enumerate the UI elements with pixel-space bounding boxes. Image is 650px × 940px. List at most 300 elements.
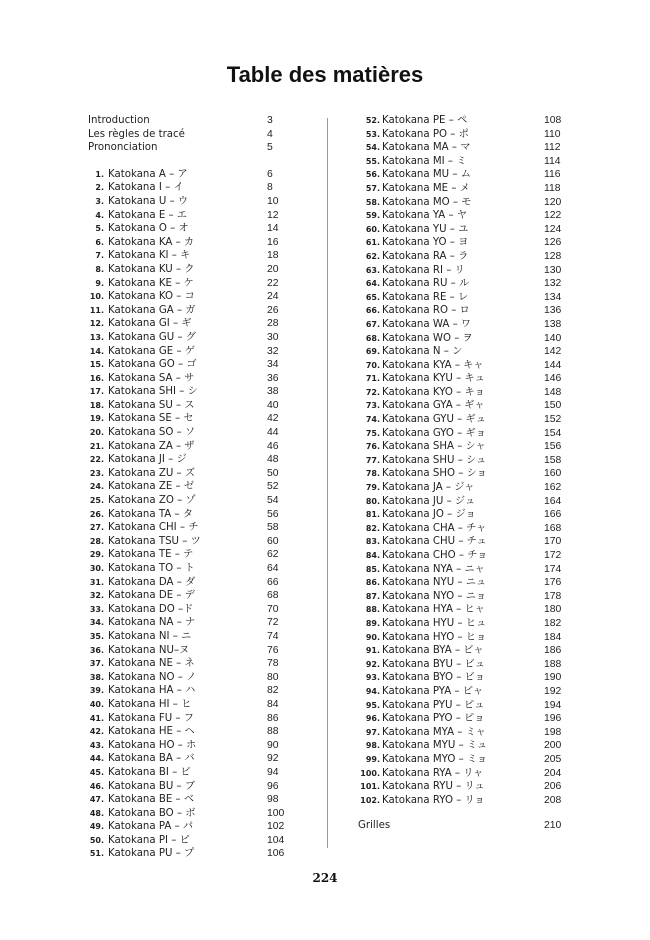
entry-number: 30. [89,564,104,573]
entry-page-number: 158 [544,454,562,466]
entry-number: 47. [89,795,104,805]
entry-number: 53. [365,129,380,139]
toc-entry[interactable] [86,752,286,766]
toc-entry[interactable] [358,522,568,536]
entry-label: Katokana NYA – ニャ [382,563,485,575]
entry-page-number: 138 [544,318,562,330]
entry-page-number: 5 [267,142,273,154]
entry-number: 3. [95,196,104,206]
toc-entry[interactable] [358,590,568,604]
entry-label: Katokana HYA – ヒャ [382,604,485,616]
entry-page-number: 168 [544,522,562,534]
entry-label: Katokana FU – フ [108,712,194,724]
entry-label: Katokana CHI – チ [108,522,199,534]
toc-entry[interactable] [86,644,286,658]
toc-entry[interactable] [86,426,286,440]
entry-page-number: 34 [267,359,279,371]
toc-entry[interactable] [358,128,568,142]
toc-entry[interactable] [86,508,286,522]
toc-entry[interactable] [358,440,568,454]
toc-entry[interactable] [358,236,568,250]
toc-entry[interactable] [358,535,568,549]
toc-entry[interactable] [86,480,286,494]
entry-page-number: 4 [267,128,273,140]
entry-number: 84. [365,551,380,560]
entry-label: Katokana BE – ベ [108,794,195,806]
entry-page-number: 162 [544,482,562,494]
entry-number: 12. [89,319,104,329]
entry-label: Katokana PE – ペ [382,115,468,126]
column-divider [327,118,328,848]
entry-page-number: 150 [544,400,562,412]
entry-number: 35. [89,631,104,641]
entry-number: 25. [89,496,104,506]
entry-number: 61. [365,238,380,248]
toc-entry[interactable] [86,331,286,345]
toc-entry[interactable] [86,467,286,481]
entry-label: Katokana PI – ピ [108,834,190,846]
toc-entry[interactable] [358,345,568,359]
toc-entry[interactable] [358,467,568,481]
toc-entry[interactable] [86,780,286,794]
entry-page-number: 66 [267,576,279,588]
entry-page-number: 124 [544,223,562,235]
entry-number: 13. [89,332,104,342]
entry-label: Katokana RI – リ [382,264,465,276]
entry-label: Katokana KYO – キョ [382,386,485,398]
entry-label: Katokana YA – ヤ [382,210,468,222]
entry-number: 59. [365,211,380,221]
entry-page-number: 94 [267,766,279,778]
entry-page-number: 132 [544,278,562,290]
entry-label: Katokana RYO – リョ [382,794,485,806]
toc-entry[interactable] [86,576,286,590]
toc-entry[interactable] [358,454,568,468]
entry-number: 44. [89,754,104,764]
entry-label: Katokana E – エ [108,209,188,221]
toc-entry[interactable] [358,141,568,155]
entry-number: 94. [365,686,380,696]
toc-entry[interactable] [358,712,568,726]
entry-number: 86. [365,578,380,588]
toc-entry[interactable] [86,820,286,834]
toc-entry[interactable] [86,494,286,508]
toc-entry[interactable] [86,249,286,263]
entry-page-number: 90 [267,739,279,751]
entry-page-number: 108 [544,115,562,126]
entry-label: Katokana NE – ネ [108,658,195,670]
toc-entry[interactable] [358,603,568,617]
entry-number: 45. [89,767,104,777]
entry-number: 80. [365,496,380,506]
toc-entry[interactable] [86,712,286,726]
entry-number: 91. [365,646,380,656]
toc-entry[interactable] [86,317,286,331]
entry-number: 15. [89,360,104,370]
entry-label: Katokana GE – ゲ [108,345,195,357]
toc-entry[interactable] [358,318,568,332]
toc-entry[interactable] [358,726,568,740]
entry-label: Katokana A – ア [108,168,188,180]
entry-number: 48. [89,808,104,818]
entry-label: Katokana DE – デ [108,590,195,602]
entry-label: Katokana KA – カ [108,236,195,248]
entry-number: 41. [89,713,104,723]
entry-page-number: 86 [267,712,279,724]
entry-number: 49. [89,822,104,832]
entry-page-number: 196 [544,713,562,725]
toc-entry[interactable] [86,412,286,426]
entry-label: Katokana GYU – ギュ [382,414,486,426]
entry-number: 82. [365,523,380,533]
entry-number: 64. [365,279,380,289]
entry-number: 46. [89,781,104,791]
toc-entry[interactable] [86,128,286,142]
entry-number: 40. [89,699,104,709]
entry-label: Katokana SE – セ [108,413,194,425]
entry-number: 11. [89,305,104,315]
toc-entry[interactable] [86,698,286,712]
entry-number: 69. [365,347,380,357]
entry-label: Katokana CHA – チャ [382,522,487,534]
entry-label: Katokana SHI – シ [108,386,198,398]
page-title: Table des matières [226,62,424,87]
toc-entry[interactable] [86,453,286,467]
entry-number: 66. [365,306,380,316]
toc-entry[interactable] [86,263,286,277]
entry-page-number: 44 [267,427,279,439]
entry-page-number: 26 [267,304,279,316]
entry-label: Katokana GYO – ギョ [382,427,486,439]
entry-page-number: 186 [544,645,562,657]
toc-entry[interactable] [358,386,568,400]
entry-label: Katokana MA – マ [382,142,471,154]
entry-number: 79. [365,483,380,493]
toc-entry[interactable] [86,847,286,861]
entry-page-number: 152 [544,414,562,426]
entry-label: Katokana KYA – キャ [382,359,484,371]
entry-label: Katokana MYU – ミュ [382,740,488,752]
entry-page-number: 146 [544,373,562,385]
entry-page-number: 72 [267,617,279,629]
toc-entry[interactable] [358,168,568,182]
entry-page-number: 142 [544,346,562,358]
toc-entry[interactable] [86,222,286,236]
toc-entry[interactable] [86,589,286,603]
toc-entry[interactable] [86,603,286,617]
entry-label: Prononciation [88,142,158,154]
toc-entry[interactable] [358,427,568,441]
entry-label: Katokana BYO – ビョ [382,672,485,684]
toc-entry[interactable] [358,739,568,753]
toc-entry[interactable] [358,658,568,672]
entry-label: Katokana TA – タ [108,508,194,520]
entry-label: Katokana ME – メ [382,182,470,194]
entry-label: Katokana BA – バ [108,753,195,765]
entry-page-number: 3 [267,115,273,126]
toc-entry[interactable] [358,780,568,794]
toc-entry[interactable] [358,250,568,264]
spacer [358,807,568,819]
entry-page-number: 154 [544,427,562,439]
spacer [86,155,286,168]
entry-label: Katokana PYO – ピョ [382,713,485,725]
entry-number: 9. [95,278,104,288]
entry-number: 52. [365,116,380,125]
toc-entry[interactable] [86,562,286,576]
toc-entry[interactable] [358,671,568,685]
toc-entry[interactable] [86,739,286,753]
entry-page-number: 56 [267,508,279,520]
entry-page-number: 48 [267,454,279,466]
toc-entry[interactable] [358,576,568,590]
entry-label: Katokana O – オ [108,223,189,235]
entry-label: Katokana BI – ビ [108,766,191,778]
entry-number: 22. [89,455,104,465]
entry-page-number: 190 [544,672,562,684]
toc-entry[interactable] [86,141,286,155]
entry-page-number: 128 [544,250,562,262]
toc-entry[interactable] [358,685,568,699]
entry-number: 97. [365,727,380,737]
toc-entry[interactable] [86,657,286,671]
toc-entry[interactable] [86,725,286,739]
entry-label: Katokana MI – ミ [382,155,467,167]
entry-label: Katokana MYO – ミョ [382,753,488,765]
entry-page-number: 98 [267,794,279,806]
toc-entry[interactable] [86,535,286,549]
entry-label: Katokana GYA – ギャ [382,400,485,412]
entry-number: 36. [89,645,104,655]
entry-label: Katokana KO – コ [108,291,195,303]
entry-page-number: 122 [544,210,562,222]
toc-entry[interactable] [86,114,286,128]
entry-label: Katokana SHO – ショ [382,468,487,480]
entry-page-number: 126 [544,237,562,249]
toc-entry[interactable] [86,372,286,386]
toc-entry[interactable] [358,819,568,833]
toc-entry[interactable] [358,399,568,413]
entry-page-number: 32 [267,345,279,357]
entry-label: Katokana ZA – ザ [108,440,195,452]
toc-entry[interactable] [86,181,286,195]
entry-label: Grilles [358,820,391,832]
toc-entry[interactable] [86,834,286,848]
entry-label: Katokana BYU – ビュ [382,658,485,670]
entry-page-number: 6 [267,168,273,180]
toc-entry[interactable] [86,440,286,454]
entry-label: Katokana JI – ジ [108,454,187,466]
entry-page-number: 208 [544,794,562,806]
entry-label: Katokana WO – ヲ [382,332,473,344]
toc-entry[interactable] [358,304,568,318]
entry-number: 67. [365,319,380,329]
toc-entry[interactable] [358,332,568,346]
toc-entry[interactable] [358,182,568,196]
entry-page-number: 50 [267,467,279,479]
toc-entry[interactable] [86,399,286,413]
toc-entry[interactable] [358,372,568,386]
toc-entry[interactable] [86,385,286,399]
toc-right-column [358,114,568,833]
entry-label: Katokana JO – ジョ [382,509,476,521]
entry-number: 93. [365,673,380,683]
entry-number: 68. [365,333,380,343]
toc-entry[interactable] [358,549,568,563]
toc-entry[interactable] [358,631,568,645]
entry-page-number: 8 [267,182,273,194]
entry-number: 95. [365,700,380,710]
toc-entry[interactable] [358,291,568,305]
entry-label: Katokana MYA – ミャ [382,726,486,738]
toc-entry[interactable] [86,766,286,780]
entry-number: 90. [365,632,380,642]
toc-entry[interactable] [86,548,286,562]
entry-label: Katokana KYU – キュ [382,373,485,385]
entry-label: Katokana TSU – ツ [108,535,201,547]
toc-entry[interactable] [358,495,568,509]
entry-number: 78. [365,469,380,479]
toc-entry[interactable] [358,508,568,522]
entry-label: Katokana HA – ハ [108,685,196,697]
toc-entry[interactable] [358,767,568,781]
entry-page-number: 60 [267,535,279,547]
entry-label: Katokana YO – ヨ [382,237,469,249]
entry-label: Katokana MU – ム [382,169,471,181]
toc-entry[interactable] [86,304,286,318]
toc-entry[interactable] [86,684,286,698]
entry-number: 2. [95,183,104,193]
toc-entry[interactable] [86,236,286,250]
toc-entry[interactable] [358,196,568,210]
entry-number: 14. [89,346,104,356]
toc-entry[interactable] [86,521,286,535]
toc-entry[interactable] [86,195,286,209]
toc-entry[interactable] [86,630,286,644]
toc-entry[interactable] [358,155,568,169]
entry-label: Katokana CHO – チョ [382,550,488,561]
entry-page-number: 42 [267,413,279,425]
entry-number: 75. [365,428,380,438]
entry-label: Katokana HYO – ヒョ [382,631,487,643]
entry-label: Katokana RO – ロ [382,305,470,317]
entry-page-number: 82 [267,685,279,697]
entry-label: Katokana ZE – ゼ [108,481,195,493]
entry-number: 55. [365,156,380,166]
entry-number: 99. [365,754,380,764]
toc-entry[interactable] [358,794,568,808]
entry-label: Katokana WA – ワ [382,318,472,330]
entry-label: Katokana CHU – チュ [382,536,487,548]
entry-page-number: 68 [267,590,279,602]
entry-page-number: 112 [544,142,561,154]
entry-number: 98. [365,741,380,751]
entry-page-number: 16 [267,236,279,248]
toc-entry[interactable] [358,481,568,495]
entry-page-number: 176 [544,577,562,589]
entry-label: Katokana SA – サ [108,372,195,384]
entry-number: 73. [365,401,380,411]
entry-page-number: 205 [544,753,562,765]
entry-number: 70. [365,360,380,370]
toc-entry[interactable] [358,644,568,658]
entry-page-number: 160 [544,468,562,480]
entry-label: Katokana DO –ド [108,603,194,615]
entry-number: 74. [365,415,380,425]
entry-page-number: 30 [267,331,279,343]
entry-page-number: 70 [267,603,279,615]
toc-entry[interactable] [358,264,568,278]
entry-label: Katokana JU – ジュ [382,495,476,507]
toc-entry[interactable] [358,563,568,577]
toc-entry[interactable] [358,277,568,291]
toc-entry[interactable] [358,699,568,713]
entry-label: Katokana I – イ [108,182,184,194]
entry-number: 5. [95,224,104,234]
toc-entry[interactable] [86,168,286,182]
entry-page-number: 36 [267,372,279,384]
entry-page-number: 184 [544,631,562,643]
toc-entry[interactable] [86,277,286,291]
toc-entry[interactable] [86,671,286,685]
toc-entry[interactable] [358,223,568,237]
entry-page-number: 118 [544,182,561,194]
entry-page-number: 110 [544,128,561,140]
entry-page-number: 24 [267,291,279,303]
toc-entry[interactable] [86,358,286,372]
toc-entry[interactable] [86,209,286,223]
entry-number: 16. [89,373,104,383]
entry-label: Katokana PYU – ピュ [382,699,485,711]
entry-number: 17. [89,387,104,397]
toc-entry[interactable] [358,413,568,427]
toc-entry[interactable] [358,753,568,767]
entry-page-number: 54 [267,495,279,507]
entry-page-number: 134 [544,291,562,303]
toc-entry[interactable] [86,345,286,359]
entry-page-number: 200 [544,740,562,752]
entry-page-number: 182 [544,617,562,629]
entry-page-number: 58 [267,522,279,534]
entry-page-number: 170 [544,536,562,548]
entry-page-number: 62 [267,549,279,561]
toc-entry[interactable] [86,807,286,821]
entry-label: Katokana ZU – ズ [108,467,196,479]
entry-page-number: 84 [267,698,279,710]
entry-label: Katokana PO – ポ [382,128,469,140]
entry-label: Katokana HI – ヒ [108,698,192,710]
toc-entry[interactable] [358,359,568,373]
entry-number: 56. [365,170,380,180]
entry-number: 31. [89,577,104,587]
toc-entry[interactable] [86,793,286,807]
toc-entry[interactable] [358,114,568,128]
toc-entry[interactable] [358,209,568,223]
entry-label: Katokana NYO – ニョ [382,590,487,602]
entry-number: 23. [89,468,104,478]
entry-page-number: 96 [267,780,279,792]
entry-label: Katokana SO – ソ [108,427,196,439]
entry-page-number: 74 [267,630,279,642]
toc-entry[interactable] [358,617,568,631]
entry-page-number: 204 [544,767,562,779]
entry-number: 37. [89,659,104,669]
toc-entry[interactable] [86,290,286,304]
toc-entry[interactable] [86,616,286,630]
entry-label: Katokana BO – ボ [108,807,196,819]
entry-number: 102. [360,795,380,805]
entry-number: 51. [89,849,104,859]
